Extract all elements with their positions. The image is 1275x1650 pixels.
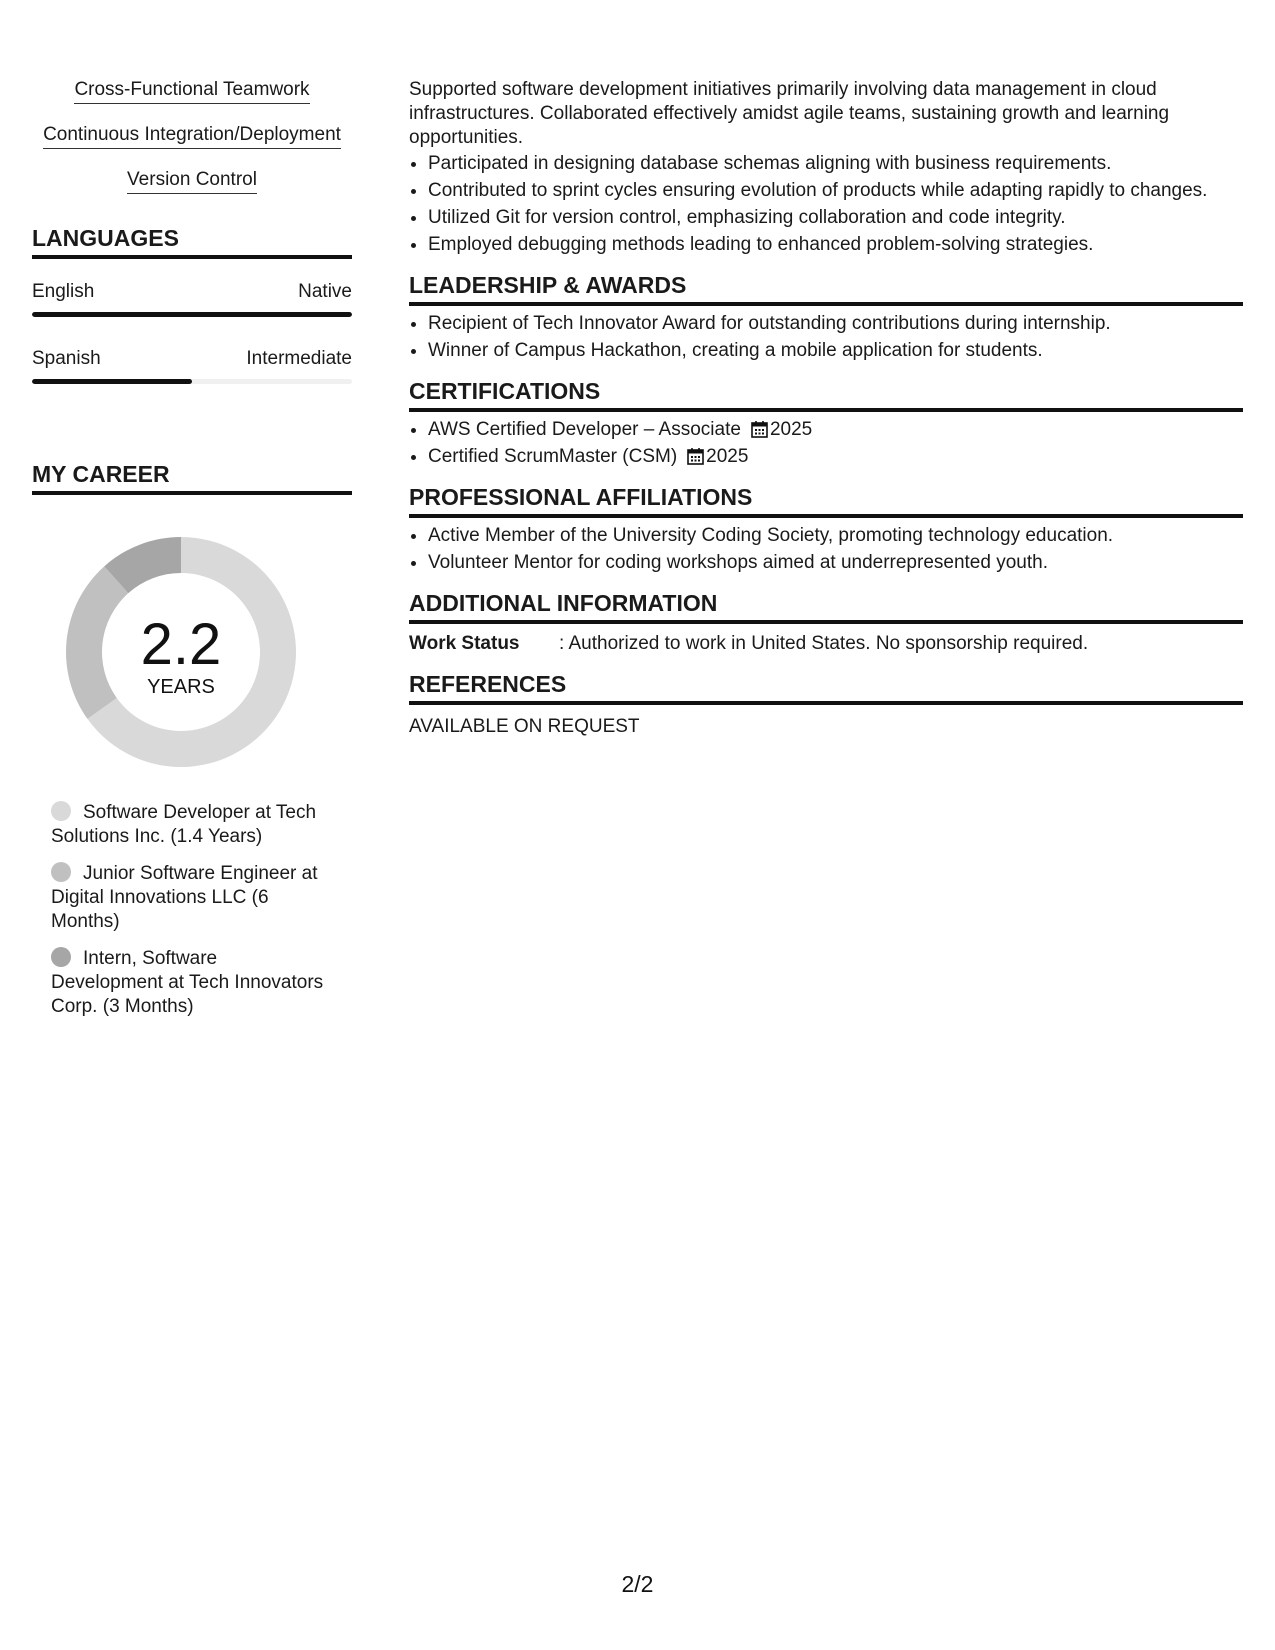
experience-bullets xyxy=(409,152,1243,257)
list-item: • Contributed to sprint cycles ensuring evolution of products while adapting rapidly to changes. xyxy=(428,179,1243,203)
list-item: • Volunteer Mentor for coding workshops aimed at underrepresented youth. xyxy=(428,551,1243,575)
certification-name: Certified ScrumMaster (CSM) xyxy=(428,446,678,467)
language-bar xyxy=(32,379,352,384)
career-unit: YEARS xyxy=(147,676,215,698)
additional-title: ADDITIONAL INFORMATION xyxy=(409,589,1243,624)
certification-name: AWS Certified Developer – Associate xyxy=(428,419,741,440)
list-item: • Recipient of Tech Innovator Award for outstanding contributions during internship. xyxy=(428,312,1243,336)
languages-title: LANGUAGES xyxy=(32,224,352,259)
skill-label: Cross-Functional Teamwork xyxy=(74,78,309,104)
legend-dot xyxy=(51,801,71,821)
language-item xyxy=(32,347,352,384)
career-donut xyxy=(66,537,296,767)
work-status-value: : Authorized to work in United States. No sponsorship required. xyxy=(559,633,1089,654)
legend-label: Software Developer at Tech Solutions Inc. (1.4 Years) xyxy=(51,802,317,847)
skill-label: Continuous Integration/Deployment xyxy=(43,123,341,149)
work-status-row xyxy=(409,632,1243,656)
calendar-icon xyxy=(687,447,704,465)
skill-label: Version Control xyxy=(127,168,257,194)
certification-year: 2025 xyxy=(706,446,749,467)
legend-label: Junior Software Engineer at Digital Innovations LLC (6 Months) xyxy=(51,863,318,932)
legend-item xyxy=(51,947,331,1019)
career-total: 2.2 xyxy=(140,612,222,677)
skill-item xyxy=(32,78,352,104)
legend-label: Intern, Software Development at Tech Innovators Corp. (3 Months) xyxy=(51,948,324,1017)
list-item: • Employed debugging methods leading to enhanced problem-solving strategies. xyxy=(428,233,1243,257)
page-number: 2/2 xyxy=(621,1571,654,1597)
career-title: MY CAREER xyxy=(32,460,352,495)
list-item: • Active Member of the University Coding Society, promoting technology education. xyxy=(428,524,1243,548)
language-bar-fill xyxy=(32,312,352,317)
experience-summary: Supported software development initiatives primarily involving data management in cloud infrastructures. Collaborated effectively amidst agile teams, sustaining growth and learning opportunities. xyxy=(409,79,1170,148)
work-status-key: Work Status xyxy=(409,633,520,654)
right-column xyxy=(409,78,1243,739)
leadership-title: LEADERSHIP & AWARDS xyxy=(409,271,1243,306)
language-item xyxy=(32,280,352,317)
certification-year: 2025 xyxy=(769,419,813,440)
language-name: English xyxy=(32,281,95,302)
language-bar xyxy=(32,312,352,317)
certification-item xyxy=(428,418,1243,442)
legend-item xyxy=(51,801,331,849)
calendar-icon xyxy=(751,420,768,438)
language-level: Intermediate xyxy=(246,348,352,369)
language-bar-fill xyxy=(32,379,192,384)
certification-item xyxy=(428,445,1243,469)
legend-item xyxy=(51,862,331,934)
certifications-title: CERTIFICATIONS xyxy=(409,377,1243,412)
references-title: REFERENCES xyxy=(409,670,1243,705)
left-column xyxy=(32,78,352,1032)
affiliations-list xyxy=(409,524,1243,575)
affiliations-title: PROFESSIONAL AFFILIATIONS xyxy=(409,483,1243,518)
legend-dot xyxy=(51,947,71,967)
language-name: Spanish xyxy=(32,348,101,369)
legend-dot xyxy=(51,862,71,882)
list-item: • Winner of Campus Hackathon, creating a mobile application for students. xyxy=(428,339,1243,363)
list-item: • Participated in designing database schemas aligning with business requirements. xyxy=(428,152,1243,176)
list-item: • Utilized Git for version control, emphasizing collaboration and code integrity. xyxy=(428,206,1243,230)
skill-item xyxy=(32,168,352,194)
career-legend xyxy=(51,801,331,1019)
certifications-list xyxy=(409,418,1243,469)
leadership-list xyxy=(409,312,1243,363)
references-text: AVAILABLE ON REQUEST xyxy=(409,716,640,737)
skill-item xyxy=(32,123,352,149)
language-level: Native xyxy=(298,281,352,302)
